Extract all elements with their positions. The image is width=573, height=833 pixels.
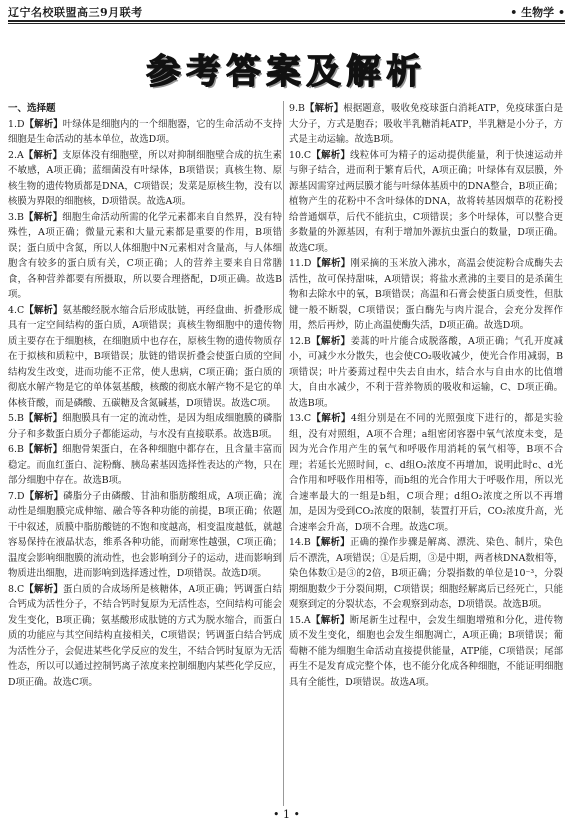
answer-choice: B	[16, 211, 24, 223]
answer-choice: D	[16, 118, 25, 130]
question-number: 15.	[289, 614, 304, 626]
answer-choice: C	[303, 413, 312, 424]
answer-item	[8, 303, 282, 412]
question-number: 6.	[8, 444, 17, 455]
page-title: 参考答案及解析	[146, 52, 427, 92]
answer-item	[289, 334, 563, 412]
analysis-text: 刚采摘的玉米放入沸水，高温会使淀粉合成酶失去活性，故可保持甜味，A项错误；将盐水煮沸的主要目的是杀菌生物和去除水中的氧，B项错误；高温和石膏会使蛋白质变性，但肽键一般不断裂，C项错误；蛋白酶先与肉片混合，会充分发挥作用，然后再炒，防止高温使酶失活，D项正确。故选D项。	[289, 258, 563, 331]
analysis-tag: 【解析】	[304, 103, 344, 114]
answer-item	[8, 148, 282, 210]
answer-item	[8, 210, 282, 303]
answer-item	[8, 411, 282, 442]
analysis-tag: 【解析】	[311, 413, 351, 424]
analysis-tag: 【解析】	[24, 118, 63, 130]
analysis-tag: 【解析】	[311, 258, 351, 269]
answer-choice: B	[297, 103, 305, 114]
answer-choice: B	[303, 335, 311, 347]
question-number: 12.	[289, 335, 304, 347]
analysis-text: 叶绿体是细胞内的一个细胞器，它的生命活动不支持细胞是生命活动的基本单位，故选D项。	[8, 118, 282, 145]
section-heading: 一、选择题	[8, 103, 56, 114]
question-number: 13.	[289, 413, 304, 424]
analysis-tag: 【解析】	[23, 149, 63, 161]
page-header	[8, 4, 565, 20]
answer-choice: D	[303, 258, 312, 269]
analysis-text: 4组分别是在不同的光照强度下进行的，都是实验组，没有对照组，A项不合理；a组密闭容器中氧气浓度未变，是因为光合作用产生的氧气和呼吸作用消耗的氧气相等，B项不合理；若延长光照时间，c、d组O₂浓度不再增加，说明此时c、d光合作用和呼吸作用相等，而b组的光合作用大于呼吸作用，所以光合速率最大的一组是b组，C项合理；d组O₂浓度之所以不再增加，是因为受到CO₂浓度的限制，装置打开后，CO₂浓度升高，光合速率会升高，D项不合理。故选C项。	[289, 413, 563, 533]
analysis-text: 细胞骨架蛋白，在各种细胞中都存在，且含量丰富而稳定。而血红蛋白、淀粉酶、胰岛素基因选择性表达的产物，只在部分细胞中存在。故选B项。	[8, 444, 282, 486]
analysis-text: 断尾新生过程中，会发生细胞增殖和分化，进传物质不发生变化，细胞也会发生细胞凋亡，A项正确；B项错误；葡萄糖不能为细胞生命活动直接提供能量，ATP能，C项错误；尾部再生不是发育成完整个体，也不能分化成各种细胞，不能证明细胞具有全能性，D项错误。故选A项。	[289, 614, 563, 688]
analysis-tag: 【解析】	[23, 211, 63, 223]
analysis-tag: 【解析】	[23, 444, 63, 455]
question-number: 8.	[8, 583, 17, 595]
analysis-tag: 【解析】	[24, 490, 64, 502]
answer-item	[8, 582, 282, 691]
analysis-text: 姜蒿的叶片能合成脱落酸，A项正确；气孔开度减小，可减少水分散失，也会使CO₂吸收减少，使光合作用减弱，B项错误；叶片萎蔫过程中失去自由水，结合水与自由水的比值增大，自由水减少，不利于营养物质的吸收和运输，C、D项正确。故选B项。	[289, 335, 563, 409]
answer-item	[289, 256, 563, 334]
answer-choice: B	[16, 413, 24, 424]
answer-choice: B	[16, 444, 24, 455]
question-number: 11.	[289, 258, 304, 269]
analysis-text: 根据题意，吸收免疫球蛋白消耗ATP，免疫球蛋白是大分子，方式是胞吞；吸收半乳糖消耗ATP，半乳糖是小分子，方式是主动运输。故选B项。	[289, 103, 563, 145]
analysis-text: 细胞膜具有一定的流动性，是因为组成细胞膜的磷脂分子和多数蛋白质分子都能运动，与水没有直接联系。故选B项。	[8, 413, 282, 440]
question-number: 3.	[8, 211, 17, 223]
analysis-tag: 【解析】	[310, 537, 350, 548]
answer-choice: C	[303, 149, 312, 161]
analysis-tag: 【解析】	[24, 583, 63, 595]
exam-name: 辽宁名校联盟高三9月联考	[8, 6, 143, 19]
analysis-tag: 【解析】	[310, 614, 350, 626]
header-rule-thin	[8, 23, 565, 24]
analysis-text: 细胞生命活动所需的化学元素都来自自然界，没有特殊性，A项正确；微量元素和大量元素都是重要的作用，B项错误；蛋白质中含氮，所以人体细胞中N元素相对含量高，与人体细胞含有较多的蛋白质有关，C项正确；人的营养主要来自日常膳食，各种营养都要有所摄取，所以要合理搭配，D项正确。故选B项。	[8, 211, 282, 300]
answer-list-right	[289, 101, 563, 690]
analysis-tag: 【解析】	[24, 304, 63, 316]
question-number: 1.	[8, 118, 17, 130]
analysis-text: 蛋白质的合成场所是核糖体，A项正确；钙调蛋白结合钙成为活性分子，不结合钙时复原为无活性态，空间结构可能会发生变化，B项正确；氨基酸形成肽链的方式为脱水缩合，而蛋白质的功能应与其空间结构直接相关，C项错误；钙调蛋白结合钙成为活性分子，会促进某些化学反应的发生，不结合钙时复原为无活性态，所以可以通过控制钙离子浓度来控制细胞内某些化学反应，D项正确。故选C项。	[8, 583, 282, 688]
analysis-text: 线粒体可为精子的运动提供能量，利于快速运动并与卵子结合，进而利于繁育后代，A项正确；叶绿体有双层膜，外源基因需穿过两层膜才能与叶绿体基质中的DNA整合，B项正确；植物产生的花粉中不含叶绿体的DNA，故将转基因烟草的花粉授给普通烟草，后代不能抗虫，C项错误；多个叶绿体，可以整合更多数量的外源基因，有利于增加外源抗虫蛋白的数量，D项正确。故选C项。	[289, 149, 563, 254]
right-column	[289, 101, 563, 690]
answer-item	[289, 101, 563, 148]
left-column	[8, 101, 282, 690]
answer-item	[8, 489, 282, 582]
page-number: • 1 •	[273, 808, 300, 821]
answer-choice: C	[16, 583, 25, 595]
subject-label: • 生物学 •	[510, 6, 565, 19]
question-number: 14.	[289, 537, 304, 548]
answer-item	[8, 442, 282, 489]
answer-choice: A	[16, 149, 24, 161]
answer-item	[289, 148, 563, 257]
question-number: 10.	[289, 149, 304, 161]
analysis-tag: 【解析】	[23, 413, 63, 424]
analysis-tag: 【解析】	[311, 149, 351, 161]
question-number: 4.	[8, 304, 17, 316]
answer-list-left	[8, 117, 282, 691]
analysis-text: 磷脂分子由磷酸、甘油和脂肪酸组成，A项正确；流动性是细胞膜完成伸缩、融合等各种功能的前提，B项正确；依题干中叙述，质膜中脂肪酸链的不饱和度越高，相变温度越低，就越容易保持在液晶状态，维系各种功能，而耐寒性越强，C项正确；温度会影响细胞膜的流动性，也会影响到分子的运动，进而影响到物质进出细胞，进而影响到选择透过性，D项错误。故选D项。	[8, 490, 282, 579]
analysis-text: 正确的操作步骤是解离、漂洗、染色、制片，染色后不漂洗，A项错误；①是后期，③是中期，两者核DNA数相等，染色体数①是③的2倍，B项正确；分裂指数的单位是10⁻³，分裂期细胞数少于分裂间期，C项错误；细胞经解离后已经死亡，只能观察到定的分裂状态，不会观察到动态，D项错误。故选B项。	[289, 537, 563, 610]
question-number: 7.	[8, 490, 17, 502]
analysis-text: 氨基酸经脱水缩合后形成肽链，再经盘曲、折叠形成具有一定空间结构的蛋白质，A项错误；真核生物细胞中的遗传物质主要存在于细胞核，在细胞质中也存在，原核生物的遗传物质存在于拟核和质粒中，B项错误；肽链的错误折叠会使蛋白质的空间结构发生改变，进而功能不正常，使人患病，C项正确；蛋白质的彻底水解产物是它的单体氨基酸，核酸的彻底水解产物不是它的单体核苷酸，而是磷酸、五碳糖及含氮碱基，D项错误。故选C项。	[8, 304, 282, 409]
answer-item	[289, 411, 563, 535]
analysis-tag: 【解析】	[310, 335, 351, 347]
question-number: 2.	[8, 149, 17, 161]
question-number: 9.	[289, 103, 298, 114]
header-rule	[8, 20, 565, 22]
answer-item	[289, 535, 563, 613]
analysis-text: 支原体没有细胞壁，所以对抑制细胞壁合成的抗生素不敏感，A项正确；蓝细菌没有叶绿体，B项错误；真核生物、原核生物的遗传物质都是DNA，C项错误；发菜是原核生物，没有以核膜为界限的细胞核，D项错误。故选A项。	[8, 149, 282, 207]
answer-item	[8, 117, 282, 148]
answer-item	[289, 613, 563, 691]
column-divider	[283, 101, 284, 806]
answer-choice: B	[303, 537, 311, 548]
question-number: 5.	[8, 413, 17, 424]
answer-choice: A	[303, 614, 311, 626]
answer-choice: D	[16, 490, 25, 502]
answer-choice: C	[16, 304, 25, 316]
